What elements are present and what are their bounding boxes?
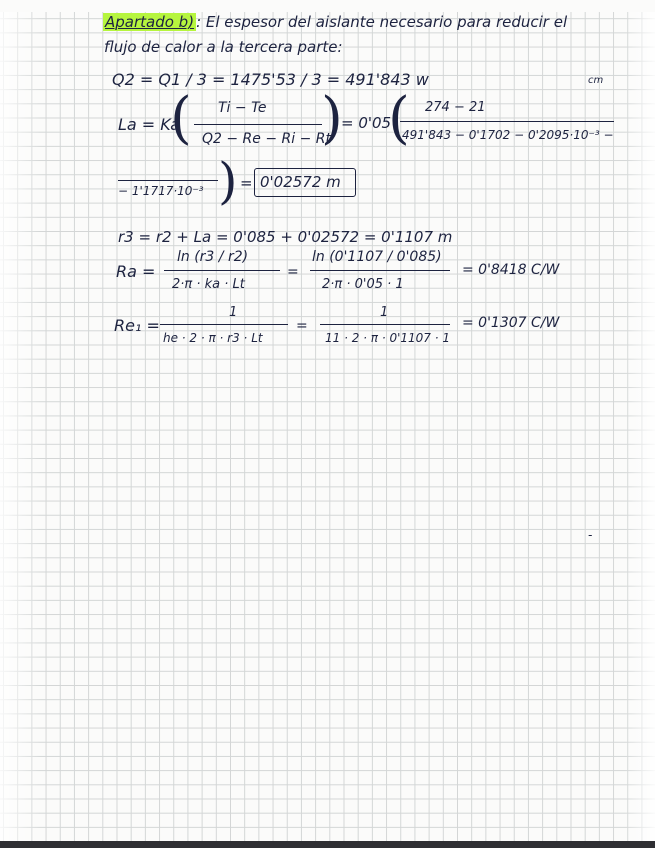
la-equals-coef: = 0'05 [341, 114, 392, 132]
ra-denominator: 2·π · ka · Lt [172, 277, 245, 292]
ra-denominator-2: 2·π · 0'05 · 1 [322, 277, 404, 292]
la-fraction-line [194, 124, 322, 125]
re-numerator-2: 1 [380, 305, 389, 320]
re-lhs: Re₁ = [114, 316, 160, 335]
page-bottom-edge [0, 841, 655, 848]
section-title: : El espesor del aislante necesario para reducir el [196, 13, 568, 31]
re-fraction-line-2 [320, 324, 450, 325]
margin-note: cm [588, 75, 604, 86]
page-shadow-right [625, 0, 655, 848]
la-result-equals: = [240, 174, 253, 192]
la-result: 0'02572 m [260, 173, 341, 191]
stray-pen-mark: - [588, 528, 593, 542]
r3-equation: r3 = r2 + La = 0'085 + 0'02572 = 0'1107 m [118, 228, 453, 246]
la-denominator: Q2 − Re − Ri − Rt [202, 131, 331, 147]
la-open-paren-2: ( [388, 86, 410, 151]
section-title-line2: flujo de calor a la tercera parte: [104, 38, 343, 56]
ra-lhs: Ra = [116, 262, 156, 281]
re-fraction-line [160, 324, 288, 325]
re-equals: = [296, 318, 308, 334]
la-numerator-2: 274 − 21 [425, 100, 486, 115]
la-close-paren: ) [321, 86, 343, 151]
la-cont-close-paren: ) [218, 152, 238, 210]
section-heading [103, 13, 567, 31]
ra-numerator-2: ln (0'1107 / 0'085) [312, 249, 442, 265]
ra-fraction-line-2 [310, 270, 450, 271]
section-label: Apartado b) [105, 13, 195, 31]
re-denominator: he · 2 · π · r3 · Lt [163, 331, 263, 345]
re-result: = 0'1307 C/W [462, 315, 560, 331]
page-shadow-left [0, 0, 40, 848]
ra-equals: = [287, 264, 299, 280]
la-fraction-line-2 [400, 121, 614, 122]
re-denominator-2: 11 · 2 · π · 0'1107 · 1 [325, 331, 451, 345]
ra-fraction-line [164, 270, 280, 271]
re-numerator: 1 [229, 305, 238, 320]
la-open-paren: ( [170, 86, 192, 151]
la-lhs: La = Ka [118, 115, 181, 134]
la-denominator-2: 491'843 − 0'1702 − 0'2095·10⁻³ − [402, 128, 614, 142]
la-cont-fraction-line [118, 180, 218, 181]
ra-numerator: ln (r3 / r2) [177, 249, 249, 265]
la-numerator: Ti − Te [218, 100, 267, 116]
ra-result: = 0'8418 C/W [462, 262, 560, 278]
q2-equation: Q2 = Q1 / 3 = 1475'53 / 3 = 491'843 w [112, 70, 429, 89]
la-continuation: − 1'1717·10⁻³ [118, 184, 204, 198]
